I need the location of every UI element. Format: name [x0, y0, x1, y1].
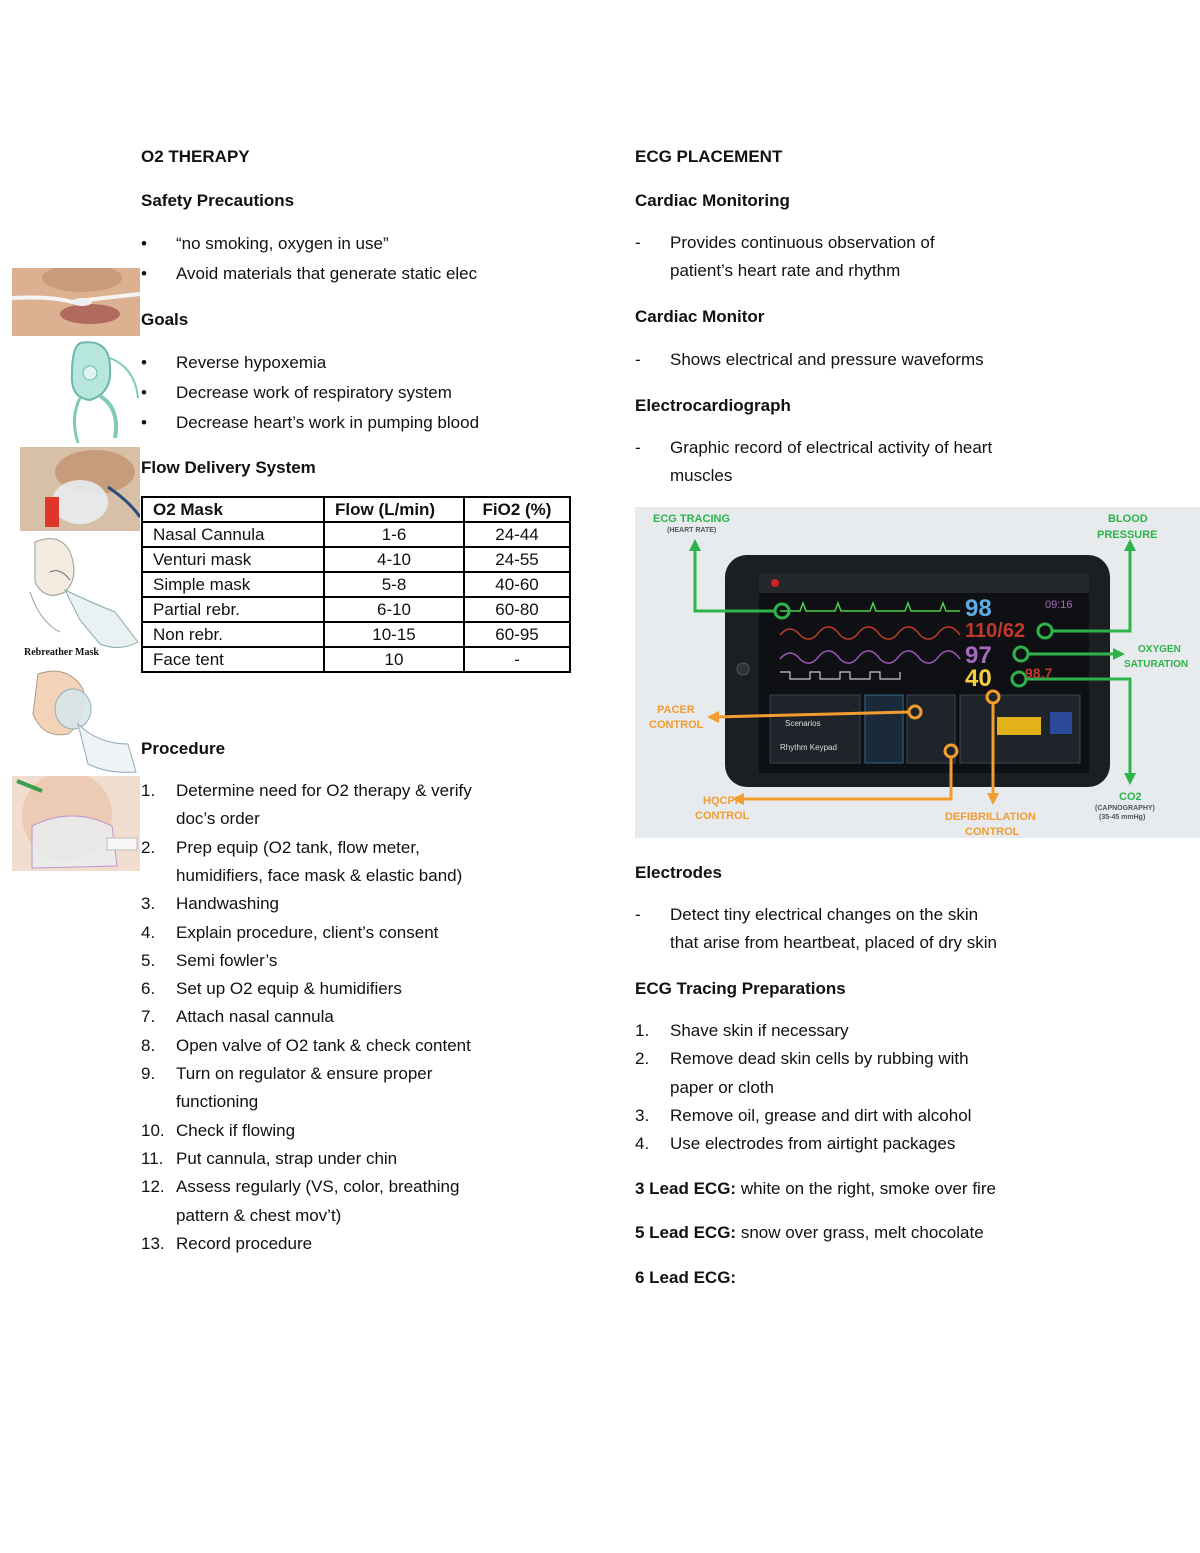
hqcpr-label: HQCPR	[703, 795, 743, 807]
blood-label: BLOOD	[1108, 513, 1148, 525]
list-item: Record procedure	[176, 1233, 313, 1253]
safety-heading: Safety Precautions	[141, 191, 295, 210]
table-cell: 1-6	[324, 522, 464, 547]
list-number: 10.	[141, 1120, 165, 1140]
table-cell: Non rebr.	[142, 622, 324, 647]
column-header: Flow (L/min)	[324, 497, 464, 522]
o2-therapy-title: O2 THERAPY	[141, 147, 250, 166]
lead-label: 5 Lead ECG:	[635, 1223, 737, 1242]
list-item: Handwashing	[176, 894, 280, 914]
goals-heading: Goals	[141, 310, 189, 329]
co2-reading: 40	[965, 665, 992, 692]
electrocardiograph-text: muscles	[670, 466, 733, 485]
list-item: Attach nasal cannula	[176, 1007, 334, 1027]
lead-text: white on the right, smoke over fire	[736, 1179, 996, 1198]
list-number: 4.	[141, 922, 156, 942]
column-header: FiO2 (%)	[464, 497, 570, 522]
hqcpr-control-label: CONTROL	[695, 810, 750, 822]
table-row	[142, 597, 570, 622]
table-cell: Partial rebr.	[142, 597, 324, 622]
list-item: Determine need for O2 therapy & verify	[176, 781, 472, 800]
hr-reading: 98	[965, 595, 992, 622]
table-cell: 10-15	[324, 622, 464, 647]
list-number: 5.	[141, 950, 156, 970]
table-cell: Venturi mask	[142, 547, 324, 572]
list-item: Put cannula, strap under chin	[176, 1148, 398, 1168]
heart-rate-label: (HEART RATE)	[667, 527, 717, 534]
list-item: paper or cloth	[670, 1077, 774, 1097]
table-cell: 5-8	[324, 572, 464, 597]
dash-bullet: -	[635, 233, 641, 252]
lead-text: snow over grass, melt chocolate	[736, 1223, 984, 1242]
electrodes-text: Detect tiny electrical changes on the skin	[670, 905, 979, 924]
procedure-heading: Procedure	[141, 739, 226, 758]
list-item: Use electrodes from airtight packages	[670, 1134, 956, 1154]
dash-bullet: -	[635, 350, 641, 369]
cardiac-monitor-heading: Cardiac Monitor	[635, 307, 765, 326]
list-item: Remove oil, grease and dirt with alcohol	[670, 1105, 972, 1125]
list-item: Shave skin if necessary	[670, 1021, 849, 1040]
list-item: Semi fowler’s	[176, 950, 278, 970]
temp-reading: 98.7	[1025, 665, 1053, 681]
table-row	[142, 547, 570, 572]
simple-mask-image	[20, 447, 140, 531]
electrodes-text: that arise from heartbeat, placed of dry skin	[670, 933, 997, 952]
list-item: humidifiers, face mask & elastic band)	[176, 865, 463, 885]
table-cell: 24-55	[464, 547, 570, 572]
list-item: Open valve of O2 tank & check content	[176, 1035, 471, 1055]
lead-label: 6 Lead ECG:	[635, 1268, 737, 1287]
capnography-range-label: (35-45 mmHg)	[1099, 814, 1146, 821]
ecg-prep-heading: ECG Tracing Preparations	[635, 979, 846, 998]
non-rebreather-image	[28, 664, 140, 776]
table-header-row	[142, 497, 570, 522]
list-item: Assess regularly (VS, color, breathing	[176, 1177, 460, 1197]
list-item: pattern & chest mov’t)	[176, 1205, 342, 1225]
scenarios-button: Scenarios	[785, 719, 821, 728]
list-number: 1.	[635, 1021, 650, 1040]
pacer-label: PACER	[657, 704, 695, 716]
face-tent-image	[12, 776, 140, 871]
table-cell: 60-95	[464, 622, 570, 647]
list-number: 4.	[635, 1134, 650, 1154]
venturi-mask-image	[60, 338, 140, 446]
cardiac-monitor-text: Shows electrical and pressure waveforms	[670, 350, 984, 369]
list-item: Explain procedure, client’s consent	[176, 922, 439, 942]
bp-reading: 110/62	[965, 620, 1026, 642]
list-number: 2.	[141, 837, 156, 857]
pacer-control-label: CONTROL	[649, 719, 704, 731]
table-cell: 40-60	[464, 572, 570, 597]
nasal-cannula-image	[12, 268, 140, 336]
spo2-reading: 97	[965, 642, 992, 669]
table-cell: Face tent	[142, 647, 324, 672]
table-cell: Nasal Cannula	[142, 522, 324, 547]
rebreather-mask-image	[20, 532, 140, 662]
list-number: 6.	[141, 979, 156, 999]
list-number: 9.	[141, 1064, 156, 1083]
table-cell: 4-10	[324, 547, 464, 572]
list-number: 2.	[635, 1049, 650, 1069]
flow-heading: Flow Delivery System	[141, 458, 316, 477]
rhythm-keypad-button: Rhythm Keypad	[780, 743, 837, 752]
table-cell: 24-44	[464, 522, 570, 547]
list-item: Set up O2 equip & humidifiers	[176, 979, 402, 999]
rebreather-label: Rebreather Mask	[24, 647, 99, 658]
time-reading: 09:16	[1045, 599, 1073, 611]
list-number: 8.	[141, 1035, 156, 1055]
table-row	[142, 622, 570, 647]
capnography-label: (CAPNOGRAPHY)	[1095, 805, 1155, 812]
flow-table	[141, 496, 571, 673]
list-item: Prep equip (O2 tank, flow meter,	[176, 837, 420, 857]
lead-label: 3 Lead ECG:	[635, 1179, 737, 1198]
list-number: 3.	[141, 894, 156, 914]
lead-6-line	[635, 1264, 736, 1292]
cardiac-monitoring-text: patient’s heart rate and rhythm	[670, 261, 901, 280]
list-item: Remove dead skin cells by rubbing with	[670, 1049, 969, 1069]
cardiac-monitoring-text: Provides continuous observation of	[670, 233, 935, 252]
list-number: 11.	[141, 1148, 164, 1168]
cardiac-monitoring-heading: Cardiac Monitoring	[635, 191, 790, 210]
list-number: 12.	[141, 1177, 165, 1197]
table-cell: Simple mask	[142, 572, 324, 597]
column-header: O2 Mask	[142, 497, 324, 522]
electrocardiograph-heading: Electrocardiograph	[635, 396, 791, 415]
list-number: 1.	[141, 781, 156, 800]
saturation-label: SATURATION	[1124, 659, 1189, 670]
list-item: Turn on regulator & ensure proper	[176, 1064, 433, 1083]
table-cell: 6-10	[324, 597, 464, 622]
list-item: Check if flowing	[176, 1120, 296, 1140]
table-cell: -	[464, 647, 570, 672]
table-row	[142, 522, 570, 547]
list-number: 3.	[635, 1105, 650, 1125]
list-item: doc’s order	[176, 809, 260, 829]
table-row	[142, 572, 570, 597]
dash-bullet: -	[635, 438, 641, 457]
defibrillation-control-label: CONTROL	[965, 826, 1020, 838]
defibrillation-label: DEFIBRILLATION	[945, 811, 1036, 823]
list-item: functioning	[176, 1092, 259, 1112]
ecg-tracing-label: ECG TRACING	[653, 513, 730, 525]
table-cell: 10	[324, 647, 464, 672]
list-number: 13.	[141, 1233, 165, 1253]
cardiac-monitor-diagram	[635, 507, 1200, 838]
lead-3-line	[635, 1175, 996, 1203]
ecg-placement-title: ECG PLACEMENT	[635, 147, 783, 166]
oxygen-label: OXYGEN	[1138, 644, 1181, 655]
electrocardiograph-text: Graphic record of electrical activity of heart	[670, 438, 993, 457]
co2-label: CO2	[1119, 791, 1142, 803]
pressure-label: PRESSURE	[1097, 529, 1158, 541]
table-row	[142, 647, 570, 672]
lead-5-line	[635, 1219, 984, 1247]
dash-bullet: -	[635, 905, 641, 924]
table-cell: 60-80	[464, 597, 570, 622]
list-number: 7.	[141, 1007, 156, 1027]
electrodes-heading: Electrodes	[635, 863, 722, 882]
